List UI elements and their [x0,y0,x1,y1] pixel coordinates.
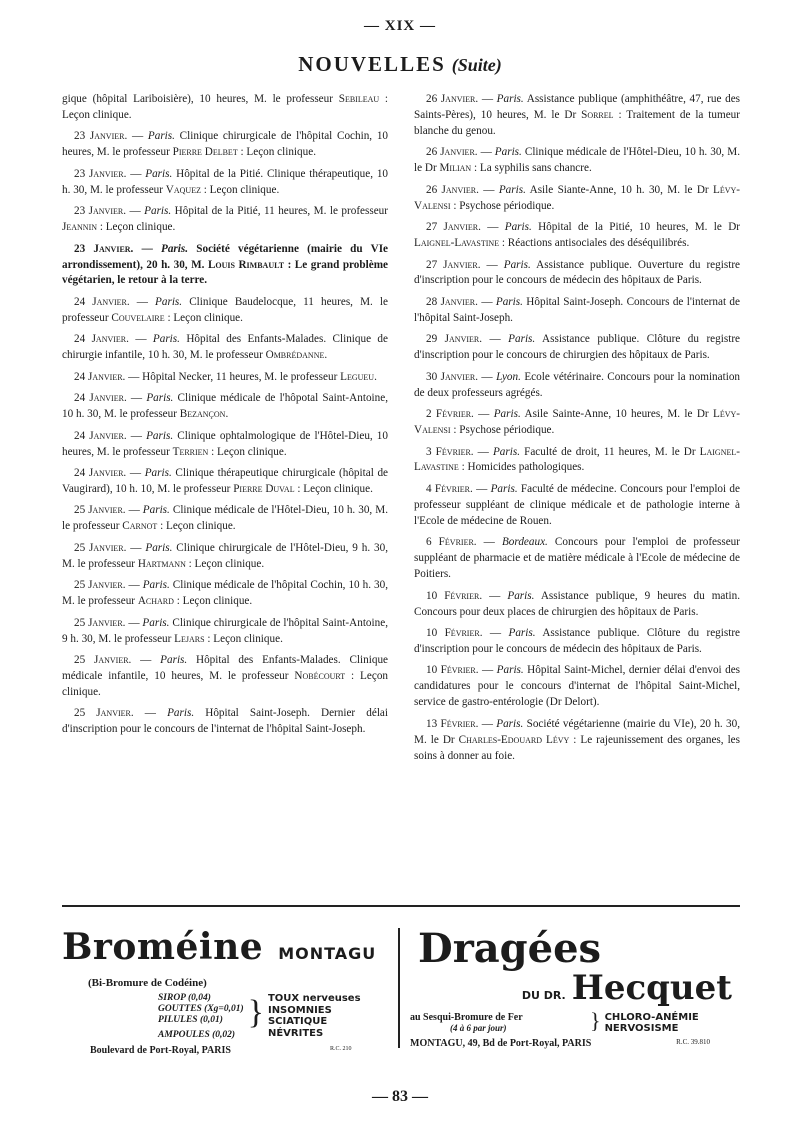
entry-date: 24 Janvier. [74,467,127,480]
entry-text: Assistance publique. Clôture du registre d'inscription pour le concours de médecin des hôpitaux de Paris. [414,627,741,655]
entry-city: Paris. [496,664,524,677]
entry-date: 6 Février. [426,536,477,549]
entry-city: Paris. [142,616,170,629]
entry-text: Hôpital Saint-Joseph. Concours de l'internat de l'hôpital Saint-Joseph. [414,295,740,324]
entry-speaker: Ombrédanne [265,349,325,362]
entry-topic: : Psychose périodique. [450,424,555,437]
entry-date: 23 Janvier. [74,130,128,143]
news-entry: 4 Février. — Paris. Faculté de médecine. Concours pour l'emploi de professeur suppléant de clinique médicale et de pathologie interne à l'Ecole de médecine de Rouen. [414,482,740,527]
entry-speaker: Couvelaire [111,311,165,324]
news-entry: 26 Janvier. — Paris. Asile Siante-Anne, 10 h. 30, M. le Dr Lévy-Valensi : Psychose périodique. [414,183,741,212]
entry-speaker: Achard [137,595,174,608]
entry-date: 24 Janvier. [74,370,126,383]
entry-text: Clinique chirurgicale de l'hôpital Saint-Antoine, 9 h. 30, M. le professeur [62,616,388,645]
bromeine-maker: MONTAGU [278,944,377,963]
dragees-indications [605,1012,699,1034]
entry-date: 24 Janvier. [74,429,127,442]
entry-speaker: Terrien [172,445,209,458]
entry-topic: : Leçon clinique. [173,595,253,608]
dragees-dose: (4 à 6 par jour) [450,1023,507,1033]
entry-date: 10 Février. [426,627,483,639]
entry-date: 24 Janvier. [74,333,129,346]
entry-topic: . [324,349,328,362]
entry-date: 27 Janvier. [426,258,481,271]
entry-text: Clinique thérapeutique chirurgicale (hôpital de Vaugirard), 10 h. 10, M. le professeur [62,467,389,495]
entry-city: Paris. [167,707,195,720]
entry-city: Paris. [147,130,175,143]
section-title [0,52,800,77]
entry-city: Paris. [145,167,173,180]
entry-date: 27 Janvier. [426,221,481,234]
entry-date: 24 Janvier. [74,295,130,308]
entry-text: Faculté de droit, 11 heures, M. le Dr [520,445,700,458]
news-entry: 10 Février. — Paris. Assistance publique, 9 heures du matin. Concours pour deux places de chirurgien des hôpitaux de Paris. [414,589,741,618]
bromeine-form: PILULES (0,01) [158,1015,223,1025]
news-entry: 24 Janvier. — Paris. Clinique thérapeutique chirurgicale (hôpital de Vaugirard), 10 h. 10, M. le professeur Pierre Duval : Leçon clinique. [62,467,389,495]
entry-topic: : Réactions antisociales des déséquilibrés. [499,237,690,250]
entry-speaker: Nobécourt [294,670,346,682]
entry-date: 25 Janvier. [74,541,127,554]
bromeine-brand: Broméine [62,926,264,968]
advertisement-rule [62,905,740,907]
entry-text: Hôpital des Enfants-Malades. Clinique de chirurgie infantile, 10 h. 30, M. le professeur [62,333,388,362]
entry-speaker: Lejars [174,632,205,645]
entry-date: 25 Janvier. [74,707,134,720]
entry-topic: : Leçon clinique. [164,311,243,324]
entry-text: Clinique ophtalmologique de l'Hôtel-Dieu, 10 heures, M. le professeur [62,429,388,458]
dragees-details [410,1008,740,1034]
entry-city: Bordeaux. [501,536,548,549]
entry-date: 23 Janvier. [74,242,134,255]
ad-dragees [410,925,740,1049]
dragees-indication: NERVOSISME [604,1023,679,1034]
entry-text: Hôpital de la Pitié, 11 heures, M. le professeur [171,205,389,218]
entry-topic: : Leçon clinique. [200,183,280,196]
news-entry: 27 Janvier. — Paris. Hôpital de la Pitié, 10 heures, M. le Dr Laignel-Lavastine : Réactions antisociales des déséquilibrés. [414,221,741,250]
entry-city: Paris. [508,627,536,639]
dragees-code: R.C. 39.810 [676,1038,710,1046]
entry-speaker: Sorrel [581,108,614,121]
entry-topic: : Leçon clinique. [294,482,373,495]
entry-city: Paris. [507,589,535,602]
entry-speaker: Jeannin [62,221,98,234]
bromeine-indication: SCIATIQUE [267,1016,328,1027]
entry-date: 26 Janvier. [426,93,479,105]
entry-speaker: Sebileau [338,93,380,105]
entry-topic: : Traitement de la tumeur blanche du genou. [414,108,740,137]
entry-speaker: Lévy-Valensi [414,183,741,212]
entry-topic: : Leçon clinique. [237,146,316,159]
entry-date: 25 Janvier. [74,654,132,667]
entry-text: Hôpital Saint-Joseph. Dernier délai d'inscription pour le concours de l'internat de l'hôpital Saint-Joseph. [62,707,388,736]
entry-city: Paris. [492,445,521,458]
entry-city: Paris. [498,183,526,196]
entry-speaker: Lévy-Valensi [414,408,741,437]
entry-topic: : Leçon clinique. [157,520,236,533]
entry-date: 4 Février. [426,482,473,495]
news-columns [62,92,740,892]
entry-topic: . [225,408,229,421]
dragees-composition-block [410,1012,590,1033]
entry-text: Société végétarienne (mairie du VIe), 20 h. 30, M. le Dr [414,717,741,746]
dragees-composition: au Sesqui-Bromure de Fer [410,1012,523,1023]
bromeine-forms-list [158,993,244,1041]
entry-city: Paris. [160,654,188,667]
dragees-name: Hecquet [571,968,732,1008]
entry-text: Hôpital Saint-Michel, dernier délai d'envoi des candidatures pour le concours d'internat de l'hôpital Saint-Michel, service de gastro-entérologie (Dr Delort). [414,664,741,709]
entry-speaker: Hartmann [137,557,186,570]
news-entry: 24 Janvier. — Paris. Hôpital des Enfants-Malades. Clinique de chirurgie infantile, 10 h. 30, M. le professeur Ombrédanne. [62,333,388,362]
news-entry: 25 Janvier. — Paris. Clinique chirurgicale de l'hôpital Saint-Antoine, 9 h. 30, M. le professeur Lejars : Leçon clinique. [62,616,388,645]
entry-speaker: Carnot [122,520,158,533]
news-entry: 13 Février. — Paris. Société végétarienne (mairie du VIe), 20 h. 30, M. le Dr Charles-Edouard Lévy : Le rajeunissement des organes, les soins à donner au foie. [414,717,741,762]
entry-city: Paris. [508,333,536,346]
entry-city: Paris. [490,482,518,495]
bromeine-indications [268,993,361,1041]
entry-city: Paris. [142,579,170,592]
entry-city: Paris. [152,333,180,346]
entry-date: 29 Janvier. [426,333,483,346]
ad-bromeine [62,928,392,1056]
entry-speaker: Pierre Duval [233,482,295,495]
news-entry: 25 Janvier. — Paris. Hôpital Saint-Joseph. Dernier délai d'inscription pour le concours de l'internat de l'hôpital Saint-Joseph. [62,707,388,736]
entry-city: Paris. [146,392,174,405]
entry-city: Paris. [161,242,189,255]
entry-text: Clinique chirurgicale de l'hôpital Cochin, 10 heures, M. le professeur [62,130,389,159]
news-entry: 6 Février. — Bordeaux. Concours pour l'emploi de professeur suppléant de pharmacie et de matière médicale à l'Ecole de médecine de Poitiers. [414,536,740,581]
entry-speaker: Bezançon [179,408,226,421]
entry-speaker: Laignel-Lavastine [414,237,500,250]
entry-date: 26 Janvier. [426,146,478,159]
entry-text: Clinique Baudelocque, 11 heures, M. le professeur [62,295,388,324]
entry-date: 25 Janvier. [74,616,126,629]
news-entry: 25 Janvier. — Paris. Clinique médicale de l'Hôtel-Dieu, 10 h. 30, M. le professeur Carnot : Leçon clinique. [62,504,388,533]
entry-text: gique (hôpital Lariboisière), 10 heures, M. le professeur [62,93,339,105]
entry-text: Clinique chirurgicale de l'Hôtel-Dieu, 9 h. 30, M. le professeur [62,541,389,570]
entry-text: Assistance publique (amphithéâtre, 47, rue des Saints-Pères), 10 heures, M. le Dr [414,93,741,121]
news-entry: 3 Février. — Paris. Faculté de droit, 11 heures, M. le Dr Laignel-Lavastine : Homicides pathologiques. [414,445,740,474]
entry-city: Paris. [145,541,173,554]
entry-speaker: Laignel-Lavastine [414,445,740,474]
entry-date: 30 Janvier. [426,370,478,383]
entry-text: Société végétarienne (mairie du VIe arrondissement), 20 h. 30, M. [62,242,389,271]
bromeine-address: Boulevard de Port-Royal, PARIS [90,1045,231,1056]
entry-text: Clinique médicale de l'Hôtel-Dieu, 10 h. 30, M. le professeur [62,504,388,533]
entry-text: Assistance publique, 9 heures du matin. Concours pour deux places de chirurgien des hôpitaux de Paris. [414,589,741,618]
entry-text: Clinique médicale de l'Hôtel-Dieu, 10 h. 30, M. le Dr [414,146,740,175]
bromeine-brace: } [247,994,264,1031]
entry-text: Hôpital des Enfants-Malades. Clinique médicale infantile, 10 heures, M. le professeur [62,654,388,682]
entry-topic: : Psychose périodique. [450,199,555,212]
entry-topic: : Leçon clinique. [185,557,265,570]
entry-date: 13 Février. [426,717,479,730]
entry-speaker: Charles-Edouard Lévy [458,733,570,746]
dragees-address-line [410,1038,710,1049]
entry-city: Paris. [496,717,524,730]
page-number: — 83 — [372,1088,428,1105]
advertisement-divider [398,928,400,1048]
news-entry: 23 Janvier. — Paris. Clinique chirurgicale de l'hôpital Cochin, 10 heures, M. le professeur Pierre Delbet : Leçon clinique. [62,130,389,159]
entry-text: Clinique médicale de l'hôpotal Saint-Antoine, 10 h. 30, M. le professeur [62,392,388,421]
news-entry: 29 Janvier. — Paris. Assistance publique. Clôture du registre d'inscription pour le concours de chirurgien des hôpitaux de Paris. [414,333,741,362]
news-entry: 10 Février. — Paris. Assistance publique. Clôture du registre d'inscription pour le concours de médecin des hôpitaux de Paris. [414,627,741,655]
entry-text: Asile Sainte-Anne, 10 heures, M. le Dr [520,408,713,421]
news-entry: 25 Janvier. — Paris. Clinique chirurgicale de l'Hôtel-Dieu, 9 h. 30, M. le professeur Hartmann : Leçon clinique. [62,541,389,570]
entry-city: Paris. [493,408,521,421]
entry-city: Paris. [504,221,532,234]
entry-date: 24 Janvier. [74,392,127,405]
entry-city: Paris. [503,258,531,271]
bromeine-indication: INSOMNIES [267,1004,332,1016]
bromeine-form: AMPOULES (0,02) [158,1030,236,1040]
news-entry: 25 Janvier. — Paris. Hôpital des Enfants-Malades. Clinique médicale infantile, 10 heures, M. le professeur Nobécourt : Leçon clinique. [62,654,389,698]
news-entry: 27 Janvier. — Paris. Assistance publique. Ouverture du registre d'inscription pour le concours de médecin des hôpitaux de Paris. [414,258,741,287]
entry-speaker: Milian [439,162,472,175]
dragees-brand: Dragées [418,925,602,972]
entry-date: 2 Février. [426,408,474,421]
entry-date: 10 Février. [426,664,479,677]
entry-city: Paris. [146,429,174,442]
entry-topic: : La syphilis sans chancre. [471,162,592,175]
bromeine-forms-block [158,993,392,1041]
right-column [414,92,740,892]
news-entry: 28 Janvier. — Paris. Hôpital Saint-Joseph. Concours de l'internat de l'hôpital Saint-Joseph. [414,295,740,324]
left-column [62,92,388,892]
entry-city: Paris. [494,146,522,159]
news-entry: 23 Janvier. — Paris. Hôpital de la Pitié, 11 heures, M. le professeur Jeannin : Leçon clinique. [62,205,389,234]
entry-date: 25 Janvier. [74,504,126,517]
entry-date: 26 Janvier. [426,183,479,196]
entry-date: 25 Janvier. [74,579,126,592]
entry-text: Hôpital de la Pitié, 10 heures, M. le Dr [531,221,741,234]
entry-text: Hôpital de la Pitié. Clinique thérapeutique, 10 h. 30, M. le professeur [62,167,389,196]
section-title-text: NOUVELLES [298,52,446,76]
news-entry: 23 Janvier. — Paris. Hôpital de la Pitié. Clinique thérapeutique, 10 h. 30, M. le professeur Vaquez : Leçon clinique. [62,167,389,196]
news-entry: 24 Janvier. — Paris. Clinique ophtalmologique de l'Hôtel-Dieu, 10 heures, M. le professeur Terrien : Leçon clinique. [62,429,388,458]
entry-speaker: Pierre Delbet [172,146,238,159]
dragees-du: DU DR. [521,989,566,1002]
news-entry: 10 Février. — Paris. Hôpital Saint-Michel, dernier délai d'envoi des candidatures pour le concours d'internat de l'hôpital Saint-Michel, service de gastro-entérologie (Dr Delort). [414,664,741,709]
entry-text: Concours pour l'emploi de professeur suppléant de pharmacie et de matière médicale à l'Ecole de médecine de Poitiers. [414,536,740,581]
entry-city: Paris. [495,295,523,308]
entry-city: Lyon. [496,370,521,383]
roman-page-number: — XIX — [363,18,436,34]
entry-topic: : Homicides pathologiques. [458,461,585,474]
entry-text: Asile Siante-Anne, 10 h. 30, M. le Dr [525,183,713,196]
news-entry: 2 Février. — Paris. Asile Sainte-Anne, 10 heures, M. le Dr Lévy-Valensi : Psychose périodique. [414,408,741,437]
news-entry: 24 Janvier. — Hôpital Necker, 11 heures, M. le professeur Legueu. [74,370,377,383]
bromeine-indication: NÉVRITES [267,1027,324,1039]
entry-date: 3 Février. [426,445,474,458]
bromeine-form: SIROP (0,04) [158,993,211,1003]
entry-date: 28 Janvier. [426,295,478,308]
entry-topic: : Leçon clinique. [208,445,287,458]
entry-text: Clinique médicale de l'hôpital Cochin, 10 h. 30, M. le professeur [62,579,389,608]
bromeine-subtitle: (Bi-Bromure de Codéine) [88,977,207,989]
news-entry [62,92,388,124]
dragees-doctor-line [410,970,732,1006]
news-entry: 23 Janvier. — Paris. Société végétarienne (mairie du VIe arrondissement), 20 h. 30, M. Louis Rimbault : Le grand problème végétarien, le retour à la terre. [62,242,389,287]
news-entry: 24 Janvier. — Paris. Clinique Baudelocque, 11 heures, M. le professeur Couvelaire : Leçon clinique. [62,295,388,324]
entry-text: Assistance publique. Clôture du registre d'inscription pour le concours de chirurgien des hôpitaux de Paris. [414,333,741,362]
entry-speaker: Louis Rimbault [207,258,285,271]
entry-city: Paris. [496,93,524,105]
dragees-address: MONTAGU, 49, Bd de Port-Royal, PARIS [410,1038,592,1049]
entry-topic: . [374,370,377,383]
entry-text: Ecole vétérinaire. Concours pour la nomination de deux professeurs agrégés. [414,370,741,399]
news-entry: 25 Janvier. — Paris. Clinique médicale de l'hôpital Cochin, 10 h. 30, M. le professeur Achard : Leçon clinique. [62,579,389,608]
news-entry: 26 Janvier. — Paris. Assistance publique (amphithéâtre, 47, rue des Saints-Pères), 10 heures, M. le Dr Sorrel : Traitement de la tumeur blanche du genou. [414,93,741,137]
entry-topic: : Le grand problème végétarien, le retour à la terre. [62,258,388,287]
entry-topic: : Leçon clinique. [97,221,176,234]
entry-date: 23 Janvier. [74,205,127,218]
news-entry: 30 Janvier. — Lyon. Ecole vétérinaire. Concours pour la nomination de deux professeurs agrégés. [414,370,741,399]
entry-text: Assistance publique. Ouverture du registre d'inscription pour le concours de médecin des hôpitaux de Paris. [414,258,741,287]
dragees-brace: } [590,1008,601,1033]
bromeine-form: GOUTTES (Xg=0,01) [158,1004,244,1014]
news-entry: 24 Janvier. — Paris. Clinique médicale de l'hôpotal Saint-Antoine, 10 h. 30, M. le professeur Bezançon. [62,392,388,421]
entry-date: 10 Février. [426,589,483,602]
entry-date: 23 Janvier. [74,167,127,180]
entry-topic: : Le rajeunissement des organes, les soins à donner au foie. [414,733,740,762]
entry-text: Hôpital Necker, 11 heures, M. le professeur [142,370,341,383]
entry-city: Paris. [144,467,172,480]
entry-city: Paris. [155,295,183,308]
entry-topic: : Leçon clinique. [62,670,389,698]
bromeine-indication: TOUX nerveuses [267,993,361,1004]
entry-topic: : Leçon clinique. [62,93,389,121]
news-entry: 26 Janvier. — Paris. Clinique médicale de l'Hôtel-Dieu, 10 h. 30, M. le Dr Milian : La syphilis sans chancre. [414,146,740,175]
entry-topic: : Leçon clinique. [204,632,283,645]
section-title-suite: (Suite) [451,55,502,75]
entry-city: Paris. [142,504,170,517]
entry-text: Faculté de médecine. Concours pour l'emploi de professeur suppléant de clinique médicale et de pathologie interne à l'Ecole de médecine de Rouen. [414,482,740,527]
bromeine-code: R.C. 210 [330,1046,352,1052]
entry-city: Paris. [144,205,172,218]
entry-speaker: Legueu [340,370,375,383]
dragees-indication: CHLORO-ANÉMIE [604,1012,699,1023]
bromeine-title [62,928,392,973]
entry-speaker: Vaquez [165,183,201,196]
